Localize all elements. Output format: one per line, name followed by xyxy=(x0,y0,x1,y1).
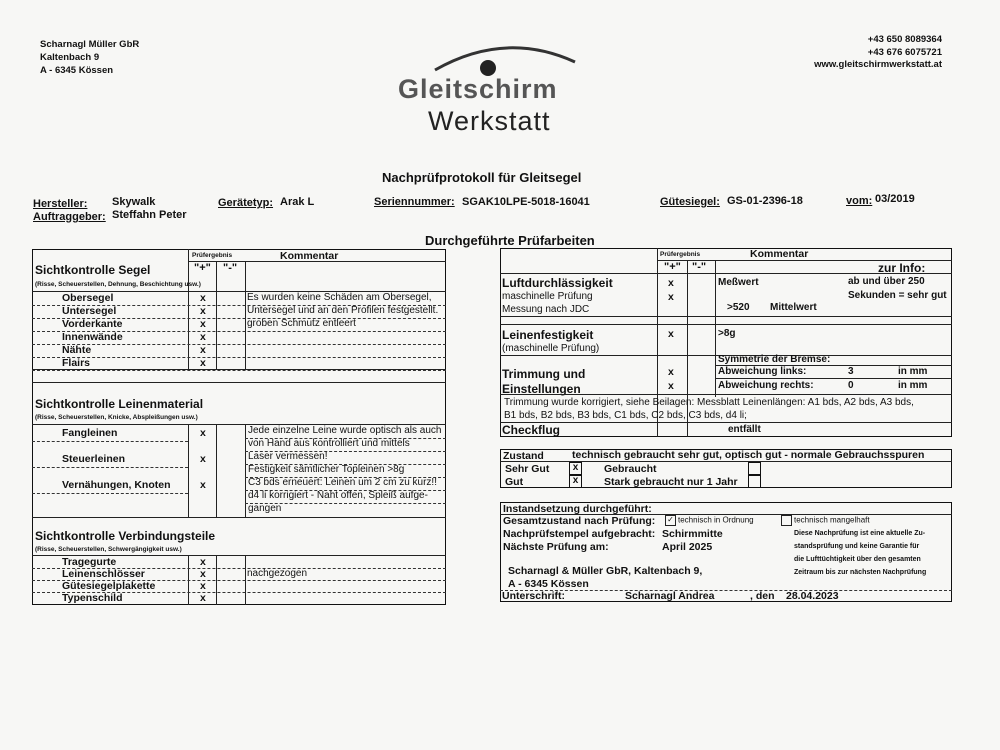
row-divider xyxy=(32,357,446,358)
verbindung-row-label: Gütesiegelplakette xyxy=(62,580,156,592)
hersteller-value: Skywalk xyxy=(112,196,156,208)
row-divider xyxy=(32,441,188,442)
trimmung-mark-2: x xyxy=(668,380,674,392)
naechste-pruefung-label: Nächste Prüfung am: xyxy=(503,541,609,553)
disclaimer-line: Diese Nachprüfung ist eine aktuelle Zu- xyxy=(794,530,926,537)
right-plus-header: "+" xyxy=(664,261,681,273)
verbindung-row-mark: x xyxy=(200,556,206,568)
unterschrift-label: Unterschrift: xyxy=(502,590,566,602)
trimmung-title-2: Einstellungen xyxy=(502,382,581,396)
segel-row-mark: x xyxy=(200,357,206,369)
row-divider xyxy=(32,467,188,468)
festigkeit-sub: (maschinelle Prüfung) xyxy=(502,343,600,354)
leinen-comment-line: von Hand aus kontrolliert und mittels xyxy=(248,438,410,449)
segel-row-comment: Es wurden keine Schäden am Obersegel, xyxy=(247,292,432,303)
segel-row-label: Nähte xyxy=(62,344,92,356)
gut-checkbox[interactable]: x xyxy=(569,475,582,488)
segel-title: Sichtkontrolle Segel xyxy=(35,263,151,277)
luft-messwert: Meßwert xyxy=(718,277,759,288)
segel-row-comment: Untersegel und an den Profilen festgestellt. xyxy=(247,305,439,316)
abweichung-rechts-value: 0 xyxy=(848,380,854,391)
right-pruefergebnis: Prüfergebnis xyxy=(660,251,701,258)
row-divider xyxy=(32,344,446,345)
verbindung-row-mark: x xyxy=(200,568,206,580)
left-pruefergebnis: Prüfergebnis xyxy=(192,252,233,259)
phone-2: +43 676 6075721 xyxy=(867,46,942,58)
document-title: Nachprüfprotokoll für Gleitsegel xyxy=(382,170,582,185)
stark-gebraucht-label: Stark gebraucht nur 1 Jahr xyxy=(604,476,738,488)
geraetetyp-label: Gerätetyp: xyxy=(218,197,274,209)
abweichung-rechts-unit: in mm xyxy=(898,380,928,391)
seriennummer-label: Seriennummer: xyxy=(374,196,455,208)
luft-mittelwert: Mittelwert xyxy=(770,302,817,313)
stark-gebraucht-checkbox[interactable] xyxy=(748,475,761,488)
left-plus-header: "+" xyxy=(194,262,211,274)
company-city: A - 6345 Kössen xyxy=(40,65,114,76)
logo-line-1: Gleitschirm xyxy=(398,74,558,104)
sehr-gut-checkbox[interactable]: x xyxy=(569,462,582,475)
leinen-row-label: Vernähungen, Knoten xyxy=(62,479,171,491)
nachpruefstempel-label: Nachprüfstempel aufgebracht: xyxy=(503,528,656,540)
row-divider xyxy=(32,370,446,371)
signature-date: 28.04.2023 xyxy=(786,590,839,602)
segel-row-mark: x xyxy=(200,331,206,343)
checkflug-title: Checkflug xyxy=(502,423,561,437)
segel-row-mark: x xyxy=(200,344,206,356)
guetesiegel-value: GS-01-2396-18 xyxy=(727,195,803,207)
verbindung-row-mark: x xyxy=(200,592,206,604)
auftraggeber-value: Steffahn Peter xyxy=(112,209,187,221)
leinen-row-label: Steuerleinen xyxy=(62,453,126,465)
right-kommentar-header: Kommentar xyxy=(750,248,809,260)
mangelhaft-checkbox[interactable] xyxy=(781,515,792,526)
gut-label: Gut xyxy=(505,476,524,488)
company-contact xyxy=(814,34,942,72)
segel-row-mark: x xyxy=(200,292,206,304)
zur-info-header: zur Info: xyxy=(878,261,926,275)
section-title: Durchgeführte Prüfarbeiten xyxy=(425,233,595,248)
vom-value: 03/2019 xyxy=(875,193,915,205)
hersteller-label: Hersteller: xyxy=(33,198,88,210)
zustand-label: Zustand xyxy=(503,450,544,462)
trimmung-note-2: B1 bds, B2 bds, B3 bds, C1 bds, C2 bds, C3 bds, d4 li; xyxy=(504,410,747,421)
verbindung-row-label: Leinenschlösser xyxy=(62,568,145,580)
trimmung-title-1: Trimmung und xyxy=(502,367,586,381)
luft-info-1: ab und über 250 xyxy=(848,276,925,287)
zustand-text: technisch gebraucht sehr gut, optisch gut - normale Gebrauchsspuren xyxy=(572,449,925,461)
disclaimer xyxy=(794,527,926,579)
luft-mark-1: x xyxy=(668,277,674,289)
leinen-sub: (Risse, Scheuerstellen, Knicke, Abspleißungen usw.) xyxy=(35,414,198,421)
luft-value: >520 xyxy=(727,302,750,313)
festigkeit-mark: x xyxy=(668,328,674,340)
leinen-comment-line: d4 li korrigiert - Naht offen, Spleiß aufge- xyxy=(248,490,428,501)
leinen-row-label: Fangleinen xyxy=(62,427,118,439)
trimmung-mark-1: x xyxy=(668,366,674,378)
seriennummer-value: SGAK10LPE-5018-16041 xyxy=(462,196,590,208)
leinen-comment-line: Laser vermessen! xyxy=(248,451,328,462)
verbindung-row-label: Typenschild xyxy=(62,592,123,604)
verbindung-title: Sichtkontrolle Verbindungsteile xyxy=(35,529,216,543)
luft-title: Luftdurchlässigkeit xyxy=(502,276,613,290)
company-address xyxy=(40,38,139,77)
disclaimer-line: standsprüfung und keine Garantie für xyxy=(794,543,920,550)
segel-row-mark: x xyxy=(200,318,206,330)
segel-row-label: Obersegel xyxy=(62,292,114,304)
luft-mark-2: x xyxy=(668,291,674,303)
abweichung-rechts-label: Abweichung rechts: xyxy=(718,380,814,391)
verbindung-row-comment: nachgezogen xyxy=(247,568,308,579)
signature-name: Scharnagl Andrea xyxy=(625,590,715,602)
ok-checkbox-group[interactable] xyxy=(665,515,754,526)
row-divider xyxy=(32,493,188,494)
verbindung-row-label: Tragegurte xyxy=(62,556,117,568)
leinen-comment-line: Festigkeit sämtlicher Topleinen >8g xyxy=(248,464,405,475)
gesamtzustand-label: Gesamtzustand nach Prüfung: xyxy=(503,515,656,527)
abweichung-links-label: Abweichung links: xyxy=(718,366,807,377)
disclaimer-line: die Lufttüchtigkeit über den gesamten xyxy=(794,556,921,563)
luft-line-3: Messung nach JDC xyxy=(502,304,590,315)
segel-row-comment: groben Schmutz entleert xyxy=(247,318,356,329)
symmetrie-label: Symmetrie der Bremse: xyxy=(718,354,831,365)
phone-1: +43 650 8089364 xyxy=(867,34,942,45)
leinen-row-mark: x xyxy=(200,427,206,439)
sehr-gut-label: Sehr Gut xyxy=(505,463,550,475)
guetesiegel-label: Gütesiegel: xyxy=(660,196,720,208)
leinen-row-mark: x xyxy=(200,453,206,465)
segel-row-label: Innenwände xyxy=(62,331,123,343)
logo-line-2: Werkstatt xyxy=(428,106,551,136)
verbindung-sub: (Risse, Scheuerstellen, Schwergängigkeit usw.) xyxy=(35,546,182,553)
checkflug-comment: entfällt xyxy=(728,424,761,435)
trimmung-note-1: Trimmung wurde korrigiert, siehe Beilagen: Messblatt Leinenlängen: A1 bds, A2 bds, A3 bds, xyxy=(504,397,914,408)
segel-row-label: Vorderkante xyxy=(62,318,123,330)
geraetetyp-value: Arak L xyxy=(280,196,315,208)
festigkeit-title: Leinenfestigkeit xyxy=(502,328,594,342)
mangelhaft-checkbox-label: technisch mangelhaft xyxy=(794,515,870,525)
stamp-address-2: A - 6345 Kössen xyxy=(508,578,589,590)
instand-label-1: Instandsetzung durchgeführt: xyxy=(503,503,652,515)
nachpruefstempel-value: Schirmmitte xyxy=(662,528,723,540)
leinen-comment-line: Jede einzelne Leine wurde optisch als auch xyxy=(248,425,442,436)
auftraggeber-label: Auftraggeber: xyxy=(33,211,106,223)
segel-row-mark: x xyxy=(200,305,206,317)
segel-row-label: Flairs xyxy=(62,357,91,369)
leinen-comment-line: gangen xyxy=(248,503,282,514)
stamp-address-1: Scharnagl & Müller GbR, Kaltenbach 9, xyxy=(508,565,703,577)
verbindung-row-mark: x xyxy=(200,580,206,592)
company-street: Kaltenbach 9 xyxy=(40,52,100,63)
left-minus-header: "-" xyxy=(223,262,238,274)
abweichung-links-unit: in mm xyxy=(898,366,928,377)
website: www.gleitschirmwerkstatt.at xyxy=(814,59,942,70)
ok-checkbox-label: technisch in Ordnung xyxy=(678,515,754,525)
segel-sub: (Risse, Scheuerstellen, Dehnung, Beschichtung usw.) xyxy=(35,281,201,288)
naechste-pruefung-value: April 2025 xyxy=(662,541,713,553)
left-kommentar-header: Kommentar xyxy=(280,250,339,262)
segel-row-label: Untersegel xyxy=(62,305,117,317)
right-minus-header: "-" xyxy=(692,261,707,273)
den-label: , den xyxy=(750,590,775,602)
luft-line-2: maschinelle Prüfung xyxy=(502,291,593,302)
mangelhaft-checkbox-group[interactable] xyxy=(781,515,870,526)
disclaimer-line: Zeitraum bis zur nächsten Nachprüfung xyxy=(794,569,927,576)
company-name: Scharnagl Müller GbR xyxy=(40,39,140,50)
leinen-comment-line: C3 bds erneuert: Leinen um 2 cm zu kurz!! xyxy=(248,477,437,488)
ok-checkbox[interactable]: ✓ xyxy=(665,515,676,526)
leinen-row-mark: x xyxy=(200,479,206,491)
abweichung-links-value: 3 xyxy=(848,366,854,377)
luft-info-2: Sekunden = sehr gut xyxy=(848,290,947,301)
festigkeit-comment: >8g xyxy=(718,328,736,339)
gebraucht-checkbox[interactable] xyxy=(748,462,761,475)
gebraucht-label: Gebraucht xyxy=(604,463,657,475)
leinen-title: Sichtkontrolle Leinenmaterial xyxy=(35,397,204,411)
vom-label: vom: xyxy=(846,195,873,207)
